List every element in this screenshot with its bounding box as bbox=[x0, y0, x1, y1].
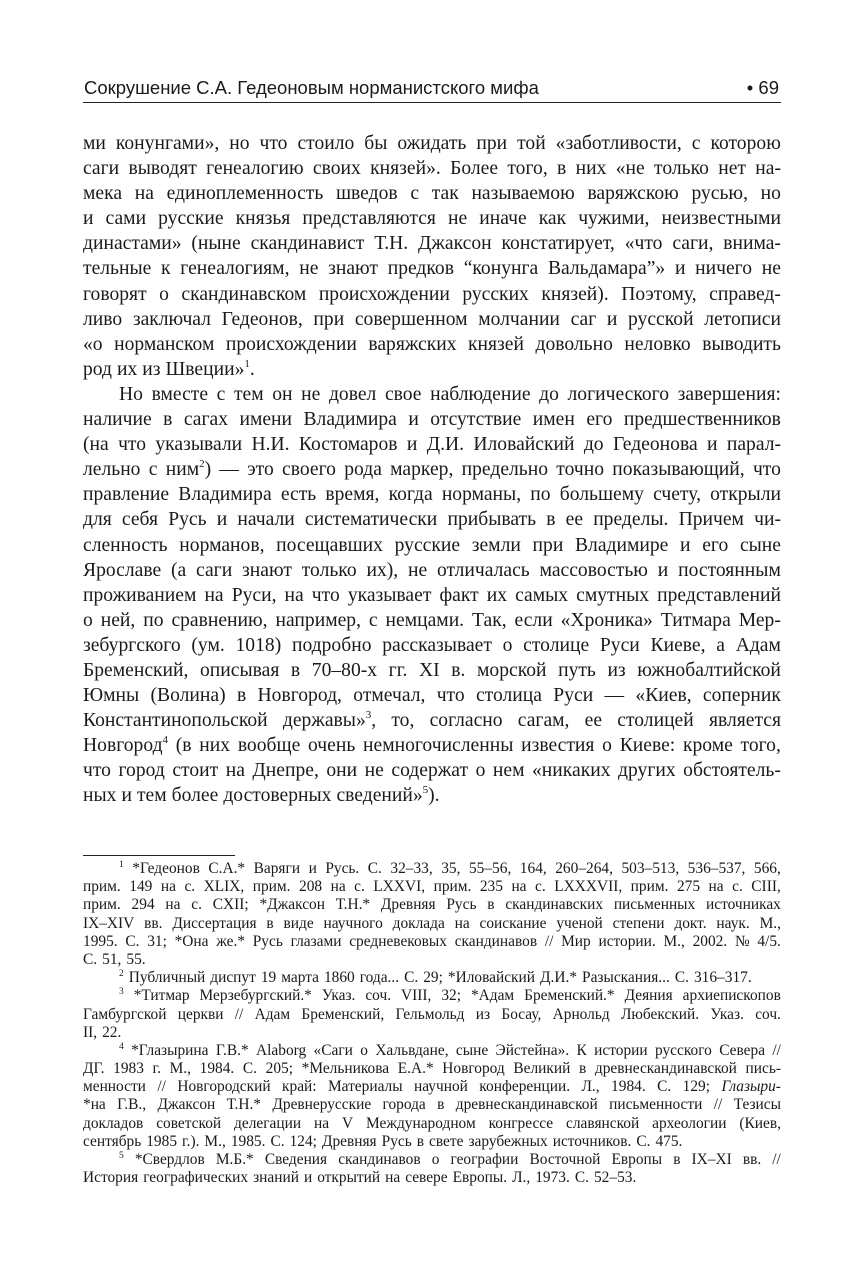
footnote-line: IX–XIV вв. Диссертация в виде научного доклада на соискание ученой степени докт. наук. М., bbox=[83, 914, 781, 932]
footnote-line: История географических знаний и открытий на севере Европы. Л., 1973. С. 52–53. bbox=[83, 1169, 637, 1187]
footnote-line: $^1$ *Гедеонов С.А.* Варяги и Русь. С. 32–33, 35, 55–56, 164, 260–264, 503–513, 536–537, 566, bbox=[119, 860, 781, 877]
footnote-line: *на Г.В., Джаксон Т.Н.* Древнерусские города в древнескандинавской письменности // Тезисы bbox=[83, 1096, 781, 1114]
text-line: (на что указывали Н.И. Костомаров и Д.И. Иловайский до Гедеонова и парал- bbox=[83, 434, 781, 456]
text-line: Константинопольской державы»$^3$, то, согласно сагам, ее столицей является bbox=[83, 709, 781, 732]
text-line: Но вместе с тем он не довел свое наблюдение до логического завершения: bbox=[119, 383, 781, 405]
text-line: ми конунгами», но что стоило бы ожидать при той «заботливости, с которою bbox=[83, 133, 781, 154]
running-title: Сокрушение С.А. Гедеоновым норманистского мифа bbox=[84, 77, 539, 98]
footnote-separator bbox=[83, 855, 235, 856]
page-number: • 69 bbox=[746, 77, 779, 98]
footnote-line: 1995. С. 31; *Она же.* Русь глазами средневековых скандинавов // Мир истории. М., 2002. № 4/5. bbox=[83, 932, 781, 950]
running-header bbox=[83, 74, 781, 103]
text-line: и сами русские князья представляются не иначе как чужими, неизвестными bbox=[83, 208, 781, 230]
footnote-line: ДГ. 1983 г. М., 1984. С. 205; *Мельникова Е.А.* Новгород Великий в древнескандинавской пись- bbox=[83, 1060, 781, 1078]
text-line: мека на единоплеменность шведов с так называемою варяжскою русью, но bbox=[83, 183, 781, 205]
text-line: зебургского (ум. 1018) подробно рассказывает о столице Руси Киеве, а Адам bbox=[83, 634, 781, 656]
text-line: говорят о скандинавском происхождении русских князей). Поэтому, справед- bbox=[83, 283, 781, 305]
text-line: правление Владимира есть время, когда норманы, по большему счету, открыли bbox=[83, 484, 781, 506]
paragraph bbox=[83, 131, 781, 382]
text-line: что город стоит на Днепре, они не содержат о нем «никаких других обстоятель- bbox=[83, 760, 781, 782]
text-line: наличие в сагах имени Владимира и отсутствие имен его предшественников bbox=[83, 409, 781, 431]
footnote-line: С. 51, 55. bbox=[83, 950, 146, 968]
text-line: тельные к генеалогиям, не знают предков “конунга Вальдамара”» и ничего не bbox=[83, 258, 781, 280]
footnote-line: Гамбургской церкви // Адам Бременский, Гельмольд из Босау, Арнольд Любекский. Указ. соч. bbox=[83, 1005, 781, 1023]
footnotes bbox=[83, 860, 781, 1187]
footnote bbox=[83, 1151, 781, 1187]
text-line: «о норманском происхождении варяжских князей довольно неловко выводить bbox=[83, 333, 781, 355]
main-text bbox=[83, 131, 781, 809]
text-line: ливо заключал Гедеонов, при совершенном молчании саг и русской летописи bbox=[83, 308, 781, 330]
footnote-line: II, 22. bbox=[83, 1023, 122, 1041]
text-line: Бременский, описывая в 70–80-х гг. XI в. морской путь из южнобалтийской bbox=[83, 659, 781, 681]
text-line: саги выводят генеалогию своих князей». Более того, в них «не только нет на- bbox=[83, 158, 781, 180]
text-line: Юмны (Волина) в Новгород, отмечал, что столица Руси — «Киев, соперник bbox=[83, 685, 781, 707]
footnote-line: сентябрь 1985 г.). М., 1985. С. 124; Древняя Русь в свете зарубежных источников. С. 475. bbox=[83, 1132, 683, 1150]
footnote bbox=[83, 969, 781, 987]
footnote-line: менности // Новгородский край: Материалы научной конференции. Л., 1984. С. 129; Глазыри- bbox=[83, 1078, 781, 1096]
text-line: род их из Швеции»$^1$. bbox=[83, 357, 255, 380]
footnote-line: $^2$ Публичный диспут 19 марта 1860 года... С. 29; *Иловайский Д.И.* Разыскания... С. 316–317. bbox=[119, 969, 752, 987]
footnote-line: прим. 149 на с. XLIX, прим. 208 на с. LXXVI, прим. 235 на с. LXXXVII, прим. 275 на с. CIII, bbox=[83, 878, 781, 896]
footnote-line: $^3$ *Титмар Мерзебургский.* Указ. соч. VIII, 32; *Адам Бременский.* Деяния архиепископов bbox=[119, 987, 781, 1005]
text-line: лельно с ним$^2$) — это своего рода маркер, предельно точно показывающий, что bbox=[83, 458, 781, 481]
footnote-line: $^5$ *Свердлов М.Б.* Сведения скандинавов о географии Восточной Европы в IX–XI вв. // bbox=[119, 1151, 781, 1168]
text-line: династами» (ныне скандинавист Т.Н. Джаксон констатирует, «что саги, внима- bbox=[83, 233, 781, 255]
text-line: сленность норманов, посещавших русские земли при Владимире и его сыне bbox=[83, 534, 781, 556]
footnote bbox=[83, 1042, 781, 1151]
footnote bbox=[83, 860, 781, 969]
text-line: проживанием на Руси, на что указывает факт их самых смутных представлений bbox=[83, 584, 781, 606]
footnote-line: $^4$ *Глазырина Г.В.* Alaborg «Саги о Хальвдане, сыне Эйстейна». К истории русского Севера // bbox=[119, 1041, 781, 1059]
footnote-line: прим. 294 на с. CXII; *Джаксон Т.Н.* Древняя Русь в скандинавских письменных источниках bbox=[83, 896, 781, 914]
footnote-line: докладов советской делегации на V Международном конгрессе славянской археологии (Киев, bbox=[83, 1114, 781, 1132]
paragraph bbox=[83, 382, 781, 809]
text-line: Ярославе (а саги знают только их), не отличалась массовостью и постоянным bbox=[83, 559, 781, 581]
text-line: ных и тем более достоверных сведений»$^5$). bbox=[83, 784, 440, 807]
text-line: для себя Русь и начали систематически прибывать в ее пределы. Причем чи- bbox=[83, 509, 781, 531]
text-line: о ней, по сравнению, например, с немцами. Так, если «Хроника» Титмара Мер- bbox=[83, 609, 781, 631]
footnote bbox=[83, 987, 781, 1042]
text-line: Новгород$^4$ (в них вообще очень немногочисленны известия о Киеве: кроме того, bbox=[83, 734, 781, 757]
